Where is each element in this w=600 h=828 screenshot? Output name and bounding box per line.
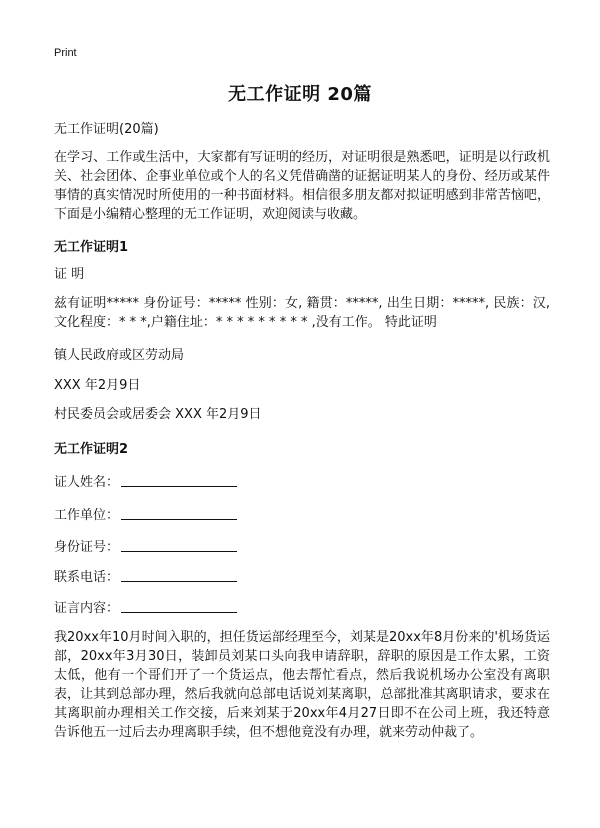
blank-line [121, 485, 237, 487]
section1-heading: 无工作证明1 [54, 240, 129, 255]
form-field-witness-name [54, 470, 237, 490]
section2-body: 我20xx年10月时间入职的，担任货运部经理至今，刘某是20xx年8月份来的'机场货运部，20xx年3月30日，装卸员刘某口头向我申请辞职，辞职的原因是工作太累，工资太低，他有一个哥们开了一个货运点，他去帮忙看点，然后我说机场办公室没有离职表，让其到总部办理，然后我就向总部电话说刘某离职，总部批准其离职请求，要求在其离职前办理相关工作交接，后来刘某于20xx年4月27日即不在公司上班，我还特意告诉他五一过后去办理离职手续，但不想他竟没有办理，就来劳动仲裁了。 [54, 630, 550, 740]
form-field-testimony [54, 596, 237, 616]
form-field-label: 证人姓名： [54, 475, 120, 490]
document-title: 无工作证明 20篇 [228, 84, 372, 105]
issuer-line-2: 村民委员会或居委会 XXX 年2月9日 [54, 407, 262, 422]
issuer-line: 镇人民政府或区劳动局 [54, 348, 185, 363]
print-label: Print [54, 47, 77, 59]
form-field-label: 证言内容： [54, 601, 120, 616]
form-field-employer [54, 503, 237, 523]
form-field-id-number [54, 535, 237, 555]
section2-heading: 无工作证明2 [54, 442, 129, 457]
form-field-label: 联系电话： [54, 570, 120, 585]
form-field-label: 身份证号： [54, 540, 120, 555]
form-field-label: 工作单位： [54, 508, 120, 523]
blank-line [121, 550, 237, 552]
blank-line [121, 611, 237, 613]
certificate-label: 证 明 [54, 267, 85, 282]
blank-line [121, 518, 237, 520]
document-subtitle: 无工作证明(20篇) [54, 122, 159, 137]
blank-line [121, 580, 237, 582]
issue-date: XXX 年2月9日 [54, 378, 141, 393]
section1-body: 兹有证明***** 身份证号：***** 性别：女, 籍贯：*****, 出生日期：*****, 民族：汉,文化程度：* * *,户籍住址：* * * * * * * * * ,没有工作。 特此证明 [54, 296, 550, 330]
form-field-phone [54, 565, 237, 585]
intro-paragraph: 在学习、工作或生活中，大家都有写证明的经历，对证明很是熟悉吧，证明是以行政机关、社会团体、企事业单位或个人的名义凭借确凿的证据证明某人的身份、经历或某件事情的真实情况时所使用的一种书面材料。相信很多朋友都对拟证明感到非常苦恼吧，下面是小编精心整理的无工作证明，欢迎阅读与收藏。 [54, 150, 550, 222]
